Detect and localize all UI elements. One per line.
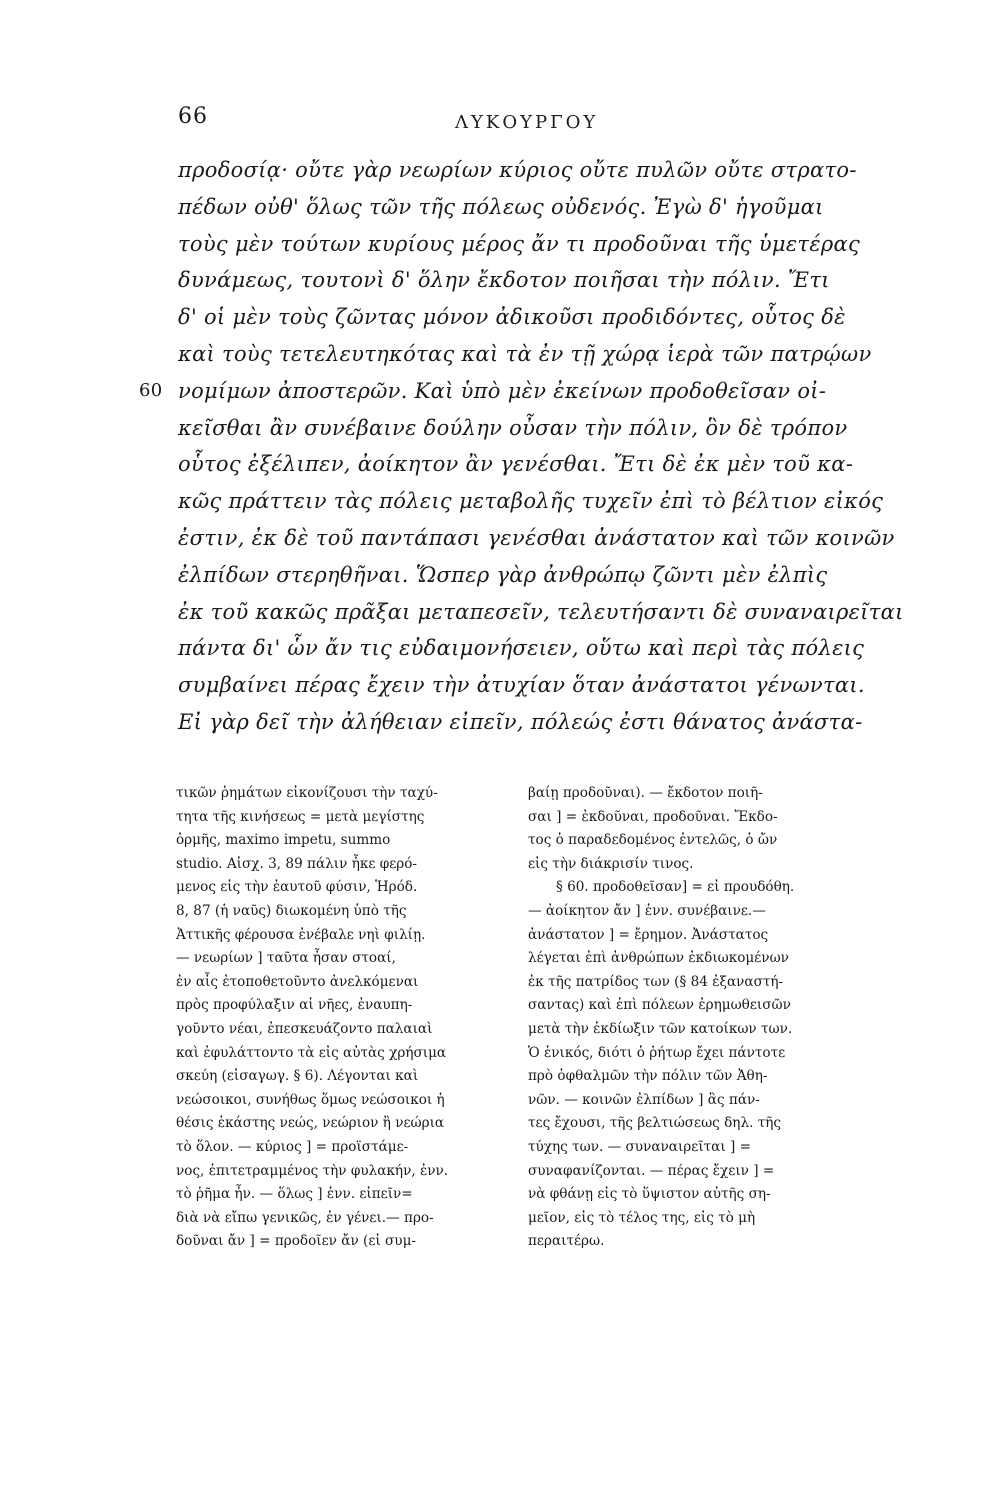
note-line: βαίῃ προδοῦναι). — ἔκδοτον ποιῆ- [528,785,763,801]
text-line: οὗτος ἐξέλιπεν, ἀοίκητον ἂν γενέσθαι. Ἔτι δὲ ἐκ μὲν τοῦ κα- [178,452,854,477]
note-line: ἐν αἷς ἐτοποθετοῦντο ἀνελκόμεναι [176,973,419,990]
note-line: μετὰ τὴν ἐκδίωξιν τῶν κατοίκων των. [528,1020,793,1037]
text-line: δ' οἱ μὲν τοὺς ζῶντας μόνον ἀδικοῦσι προδιδόντες, οὗτος δὲ [178,305,846,330]
text-line: ἐκ τοῦ κακῶς πρᾶξαι μεταπεσεῖν, τελευτήσαντι δὲ συναναιρεῖται [178,599,904,624]
note-line: ἐκ τῆς πατρίδος των (§ 84 ἐξαναστή- [528,973,784,990]
note-line: — ἀοίκητον ἄν ] ἐνν. συνέβαινε.— [528,902,766,919]
note-line: γοῦντο νέαι, ἐπεσκευάζοντο παλαιαὶ [176,1020,433,1037]
text-line-with-marker [139,373,880,410]
text-line: δυνάμεως, τουτονὶ δ' ὅλην ἔκδοτον ποιῆσαι τὴν πόλιν. Ἔτι [178,268,830,293]
commentary-right-column [528,782,878,1254]
note-line: τύχης των. — συναναιρεῖται ] = [528,1138,752,1155]
note-line: ὁρμῆς, maximo impetu, summo [176,832,391,849]
text-line: συμβαίνει πέρας ἔχειν τὴν ἀτυχίαν ὅταν ἀνάστατοι γένωνται. [178,673,865,698]
note-line: πρὸ ὀφθαλμῶν τὴν πόλιν τῶν Ἀθη- [528,1068,768,1085]
main-text [139,152,904,741]
note-line: τες ἔχουσι, τῆς βελτιώσεως δηλ. τῆς [528,1115,781,1132]
note-line: studio. Αἰσχ. 3, 89 πάλιν ἧκε φερό- [176,855,418,872]
note-line: μεῖον, εἰς τὸ τέλος της, εἰς τὸ μὴ [528,1209,756,1226]
text-line: πάντα δι' ὧν ἄν τις εὐδαιμονήσειεν, οὕτω καὶ περὶ τὰς πόλεις [178,636,865,661]
text-line: καὶ τοὺς τετελευτηκότας καὶ τὰ ἐν τῇ χώρᾳ ἱερὰ τῶν πατρῴων [178,341,872,366]
note-line: συναφανίζονται. — πέρας ἔχειν ] = [528,1162,775,1179]
note-line: μενος εἰς τὴν ἑαυτοῦ φύσιν, Ἡρόδ. [176,879,418,896]
commentary-left-column [176,782,506,1254]
note-line: νὰ φθάνῃ εἰς τὸ ὕψιστον αὐτῆς ση- [528,1186,771,1203]
note-line: τὸ ὅλον. — κύριος ] = προϊστάμε- [176,1138,409,1155]
note-line: διὰ νὰ εἴπω γενικῶς, ἐν γένει.— προ- [176,1209,434,1226]
note-line: καὶ ἐφυλάττοντο τὰ εἰς αὐτὰς χρήσιμα [176,1044,447,1061]
note-line: σαντας) καὶ ἐπὶ πόλεων ἐρημωθεισῶν [528,997,791,1014]
page-number: 66 [178,104,208,129]
note-line: εἰς τὴν διάκρισίν τινος. [528,855,694,872]
note-line: λέγεται ἐπὶ ἀνθρώπων ἐκδιωκομένων [528,950,789,967]
note-line: ἀνάστατον ] = ἔρημον. Ἀνάστατος [528,926,769,943]
note-line: τητα τῆς κινήσεως = μετὰ μεγίστης [176,808,425,825]
note-line: 8, 87 (ἡ ναῦς) διωκομένη ὑπὸ τῆς [176,902,407,919]
note-line: Ὁ ἑνικός, διότι ὁ ῥήτωρ ἔχει πάντοτε [528,1044,786,1061]
note-line: πρὸς προφύλαξιν αἱ νῆες, ἐναυπη- [176,997,413,1014]
note-line: θέσις ἑκάστης νεώς, νεώριον ἢ νεώρια [176,1115,445,1132]
note-line: τὸ ῥῆμα ἦν. — ὅλως ] ἐνν. εἰπεῖν= [176,1186,413,1203]
text-line: κεῖσθαι ἂν συνέβαινε δούλην οὖσαν τὴν πόλιν, ὃν δὲ τρόπον [178,415,848,440]
note-line: τος ὁ παραδεδομένος ἐντελῶς, ὁ ὤν [528,832,778,849]
text-line: Εἰ γὰρ δεῖ τὴν ἀλήθειαν εἰπεῖν, πόλεώς ἐστι θάνατος ἀνάστα- [178,709,863,734]
text-line: τοὺς μὲν τούτων κυρίους μέρος ἄν τι προδοῦναι τῆς ὑμετέρας [178,231,861,256]
note-line: περαιτέρω. [528,1233,605,1250]
note-line: Ἀττικῆς φέρουσα ἐνέβαλε νηὶ φιλίῃ. [176,926,426,943]
section-marker: 60 [139,379,163,401]
note-line: νῶν. — κοινῶν ἐλπίδων ] ἃς πάν- [528,1091,760,1108]
text-line: προδοσίᾳ· οὔτε γὰρ νεωρίων κύριος οὔτε πυλῶν οὔτε στρατο- [178,158,857,182]
note-line: νεώσοικοι, συνήθως ὅμως νεώσοικοι ἡ [176,1091,445,1108]
text-line: κῶς πράττειν τὰς πόλεις μεταβολῆς τυχεῖν ἐπὶ τὸ βέλτιον εἰκός [178,489,884,514]
note-line: σκεύη (εἰσαγωγ. § 6). Λέγονται καὶ [176,1068,419,1085]
text-line: ἐστιν, ἐκ δὲ τοῦ παντάπασι γενέσθαι ἀνάστατον καὶ τῶν κοινῶν [178,525,895,550]
text-line: πέδων οὐθ' ὅλως τῶν τῆς πόλεως οὐδενός. Ἐγὼ δ' ἡγοῦμαι [178,194,824,219]
note-line: σαι ] = ἐκδοῦναι, προδοῦναι. Ἔκδο- [528,808,778,825]
running-head: ΛΥΚΟΥΡΓΟΥ [455,112,599,133]
text-line: νομίμων ἀποστερῶν. Καὶ ὑπὸ μὲν ἐκείνων προδοθεῖσαν οἰ- [178,378,827,403]
text-line: ἐλπίδων στερηθῆναι. Ὥσπερ γὰρ ἀνθρώπῳ ζῶντι μὲν ἐλπὶς [178,562,828,587]
note-line: νος, ἐπιτετραμμένος τὴν φυλακήν, ἐνν. [176,1162,449,1179]
note-line: — νεωρίων ] ταῦτα ἦσαν στοαί, [176,950,396,967]
note-line: § 60. προδοθεῖσαν] = εἰ προυδόθη. [556,879,795,896]
note-line: δοῦναι ἄν ] = προδοῖεν ἄν (εἰ συμ- [176,1233,416,1250]
note-line: τικῶν ῥημάτων εἰκονίζουσι τὴν ταχύ- [176,785,438,801]
